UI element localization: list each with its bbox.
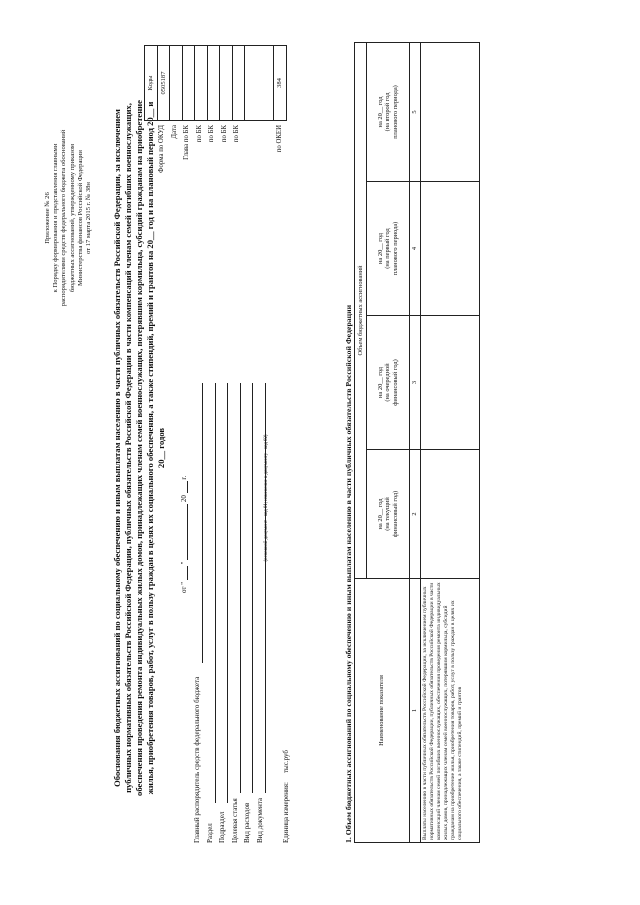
codes-cell — [195, 46, 208, 121]
unit-row — [281, 383, 294, 843]
appendix-note — [44, 103, 93, 333]
codes-label: по БК — [195, 125, 203, 143]
unit-value: тыс.руб — [282, 750, 290, 773]
codes-cell — [170, 46, 183, 121]
column-header-line: финансовый год) — [391, 490, 399, 538]
codes-cell — [220, 46, 233, 121]
column-header-line: (на текущий — [384, 497, 392, 531]
form-row-line — [227, 383, 228, 803]
column-header-line: на 20__ год — [376, 96, 384, 128]
form-row-label: Вид документа — [255, 797, 264, 843]
title-line: жилья, приобретения товаров, работ, услуг в пользу граждан в целях их социального обеспечения, а также стипендий, премий и грантов на 20__ год и на плановый период 20__ и — [145, 101, 155, 795]
form-row — [242, 383, 255, 843]
title-line: публичных нормативных обязательств Российской Федерации, публичных обязательств Российской Федерации в части компенсаций членам семей погибших военнослужащих, — [123, 103, 133, 793]
codes-okei-value: 384 — [274, 46, 287, 121]
form-row-label: Подраздел — [218, 811, 226, 843]
codes-labels — [156, 125, 286, 173]
column-header-line: на 20__ год — [376, 367, 384, 398]
title-line: 20__ годов — [156, 427, 166, 469]
appendix-line: к Порядку формирования и представления главными — [52, 143, 60, 293]
column-number: 1 — [410, 579, 421, 843]
document-type-caption: (основной документ - код 01; изменение к документу - код 02) — [264, 434, 269, 562]
appendix-line: распорядителями средств федерального бюджета обоснований — [60, 129, 68, 307]
codes-label: по ОКЕИ — [275, 125, 283, 153]
row-description: Выплаты населению в части публичных обязательств Российской Федерации, за исключением публичных нормативных обязательств Российской Федерации, публичных обязательств Российской Федерации в части компенсаций членам семей погибших военнослужащих, обеспечения проведения ремонта индивидуальных жилых домов, принадлежащих членам семей военнослужащих, потерявшим кормильца, субсидий гражданам на приобретение жилья, приобретения товаров, работ, услуг в пользу граждан в целях их социального обеспечения, а также стипендий, премий и грантов — [420, 579, 479, 843]
column-number: 3 — [410, 316, 421, 450]
year-blank — [179, 481, 188, 493]
codes-header: Коды — [145, 46, 158, 121]
header-form — [192, 383, 294, 843]
column-header-name: Наименование показателя — [355, 579, 410, 843]
appendix-line: бюджетных ассигнований, утвержденному приказом — [68, 143, 76, 293]
day-blank — [179, 566, 188, 580]
form-row-line — [240, 383, 241, 793]
column-header-line: (на второй год — [384, 92, 392, 132]
column-number: 5 — [410, 42, 421, 181]
column-group-header: Объем бюджетных ассигнований — [355, 42, 367, 578]
value-cell[interactable] — [420, 316, 479, 450]
table-row — [420, 42, 479, 842]
appendix-line: от 17 марта 2015 г. № 38н — [85, 182, 93, 254]
column-header-year — [367, 182, 410, 316]
codes-label — [244, 125, 274, 173]
codes-label: по БК — [208, 125, 215, 143]
document-sheet — [42, 43, 472, 853]
column-header-line: на 20__ год — [376, 233, 384, 264]
codes-table — [144, 45, 287, 121]
form-row-label: Вид расходов — [243, 802, 251, 843]
codes-label: по БК — [233, 125, 240, 143]
table-header-row — [355, 42, 367, 842]
appendix-line: Приложение № 26 — [44, 192, 51, 244]
codes-label: Глава по БК — [183, 125, 190, 160]
form-row-line — [202, 383, 203, 663]
value-cell[interactable] — [420, 42, 479, 181]
codes-label: Дата — [170, 125, 178, 139]
column-header-line: (на очередной — [384, 363, 392, 402]
unit-label: Единица измерения: — [282, 782, 290, 843]
date-suffix: г. — [180, 475, 188, 480]
column-header-line: планового периода) — [391, 85, 399, 139]
month-blank — [179, 504, 188, 560]
form-row — [192, 383, 205, 843]
codes-cell — [207, 46, 220, 121]
codes-cell — [182, 46, 195, 121]
title-line: Обоснования бюджетных ассигнований по социальному обеспечению и иным выплатам населению в части публичных обязательств Российской Федерации, за исключением — [112, 109, 122, 787]
date-prefix: от " — [180, 581, 188, 593]
codes-okud-value: 0505187 — [157, 46, 170, 121]
column-header-line: планового периода) — [391, 221, 399, 276]
value-cell[interactable] — [420, 182, 479, 316]
form-row — [230, 383, 243, 843]
column-header-line: (на первый год — [384, 228, 392, 269]
form-row-line — [252, 383, 253, 793]
column-header-year — [367, 42, 410, 181]
date-year: 20 — [180, 495, 188, 503]
form-row — [217, 383, 230, 843]
appendix-line: Министерства финансов Российской Федерации — [76, 150, 84, 286]
form-row — [205, 383, 218, 843]
form-row-line — [215, 383, 216, 803]
column-header-year — [367, 450, 410, 579]
document-date — [179, 476, 188, 593]
section-title: 1. Объем бюджетных ассигнований по социальному обеспечению и иным выплатам населению в части публичных обязательств Российской Федерации — [344, 304, 353, 843]
title-line: обеспечения проведения ремонта индивидуальных жилых домов, принадлежащих членам семей военнослужащих, потерявшим кормильца, субсидий гражданам на приобретение — [134, 100, 144, 796]
column-header-year — [367, 316, 410, 450]
budget-table — [354, 42, 480, 843]
column-header-line: на 20__ год — [376, 498, 384, 530]
column-number-row — [410, 42, 421, 842]
form-row-label: Раздел — [205, 823, 214, 843]
codes-cell — [232, 46, 245, 121]
date-mid: " — [180, 561, 188, 565]
form-row-label: Целевая статья — [230, 798, 239, 843]
codes-label: по БК — [220, 125, 228, 143]
column-header-line: финансовый год) — [391, 359, 399, 406]
codes-cell — [245, 46, 274, 121]
codes-label: Форма по ОКУД — [158, 125, 165, 173]
column-number: 2 — [410, 450, 421, 579]
value-cell[interactable] — [420, 450, 479, 579]
column-number: 4 — [410, 182, 421, 316]
form-row-label: Главный распорядитель средств федерального бюджета — [193, 676, 201, 843]
